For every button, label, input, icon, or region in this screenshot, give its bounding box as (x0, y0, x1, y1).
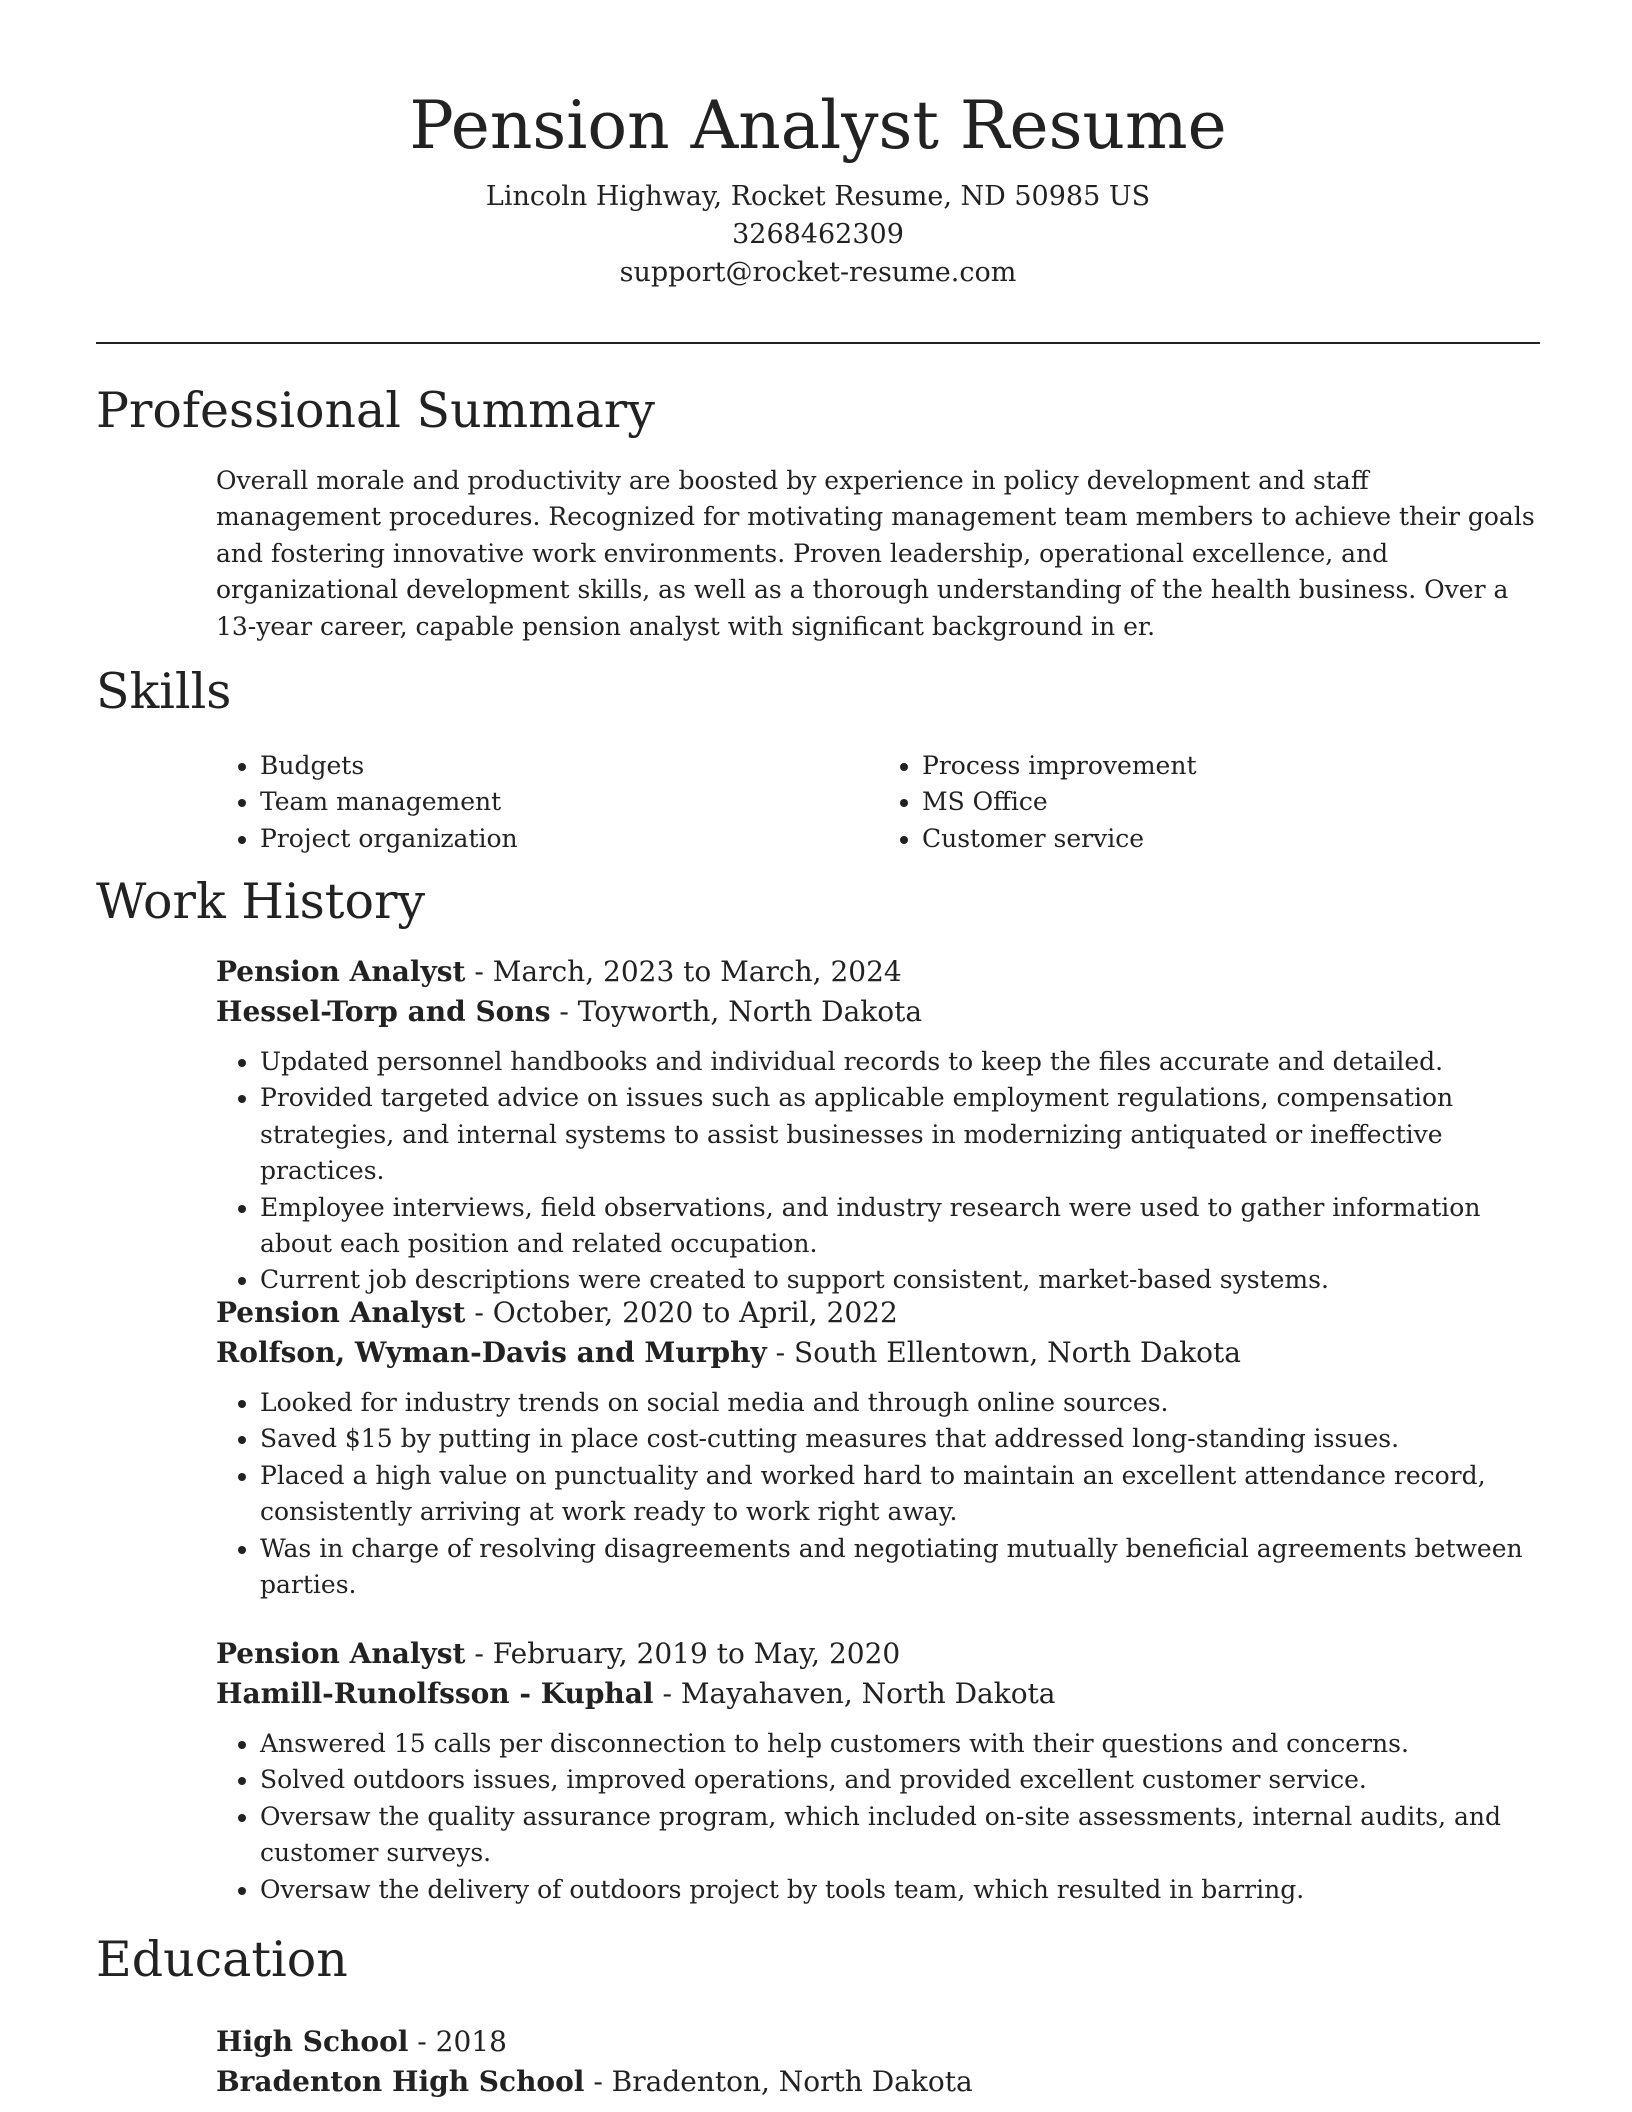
job-company: Hamill-Runolfsson - Kuphal (216, 1677, 654, 1710)
job-bullet: • Answered 15 calls per disconnection to help customers with their questions and concerns. (260, 1726, 1540, 1762)
education-heading: Education (96, 1931, 348, 1988)
education-school: Bradenton High School (216, 2065, 585, 2098)
resume-title: Pension Analyst Resume (409, 87, 1227, 164)
contact-phone: 3268462309 (732, 219, 904, 250)
job-bullet: • Oversaw the quality assurance program, which included on-site assessments, internal audits, and customer surveys. (260, 1799, 1540, 1872)
skill-item: • Customer service (922, 821, 1540, 857)
skill-item: • Project organization (260, 821, 878, 857)
job-company: Rolfson, Wyman-Davis and Murphy (216, 1336, 767, 1369)
skill-item: • Team management (260, 784, 878, 820)
job-title-line (216, 1634, 1540, 1674)
education-degree-line (216, 2022, 1540, 2062)
job-title-line (216, 952, 1540, 992)
job-company-line (216, 1333, 1540, 1373)
job-location: - Toyworth, North Dakota (550, 995, 923, 1028)
skills-heading: Skills (96, 663, 232, 720)
education-year: - 2018 (408, 2025, 507, 2058)
job-bullets (216, 1044, 1540, 1299)
job-company: Hessel-Torp and Sons (216, 995, 551, 1028)
job-title-line (216, 1293, 1540, 1333)
job-bullets (216, 1726, 1540, 1908)
job-dates: - February, 2019 to May, 2020 (465, 1637, 901, 1670)
job-role: Pension Analyst (216, 955, 466, 988)
header-divider (96, 342, 1540, 344)
job-entry (216, 1293, 1540, 1603)
job-location: - South Ellentown, North Dakota (766, 1336, 1241, 1369)
job-bullet: • Current job descriptions were created to support consistent, market-based systems. (260, 1262, 1540, 1298)
resume-header (96, 84, 1540, 292)
job-bullet: • Provided targeted advice on issues such as applicable employment regulations, compensation strategies, and internal systems to assist businesses in modernizing antiquated or ineffective practices. (260, 1080, 1540, 1189)
job-bullets (216, 1385, 1540, 1603)
summary-text: Overall morale and productivity are boosted by experience in policy development and staff management procedures. Recognized for motivating management team members to achieve their goals and fostering innovative work environments. Proven leadership, operational excellence, and organizational development skills, as well as a thorough understanding of the health business. Over a 13-year career, capable pension analyst with significant background in er. (216, 466, 1535, 641)
education-entry (216, 2022, 1540, 2102)
education-school-line (216, 2062, 1540, 2102)
job-bullet: • Employee interviews, field observations, and industry research were used to gather information about each position and related occupation. (260, 1190, 1540, 1263)
job-bullet: • Was in charge of resolving disagreements and negotiating mutually beneficial agreements between parties. (260, 1531, 1540, 1604)
contact-address: Lincoln Highway, Rocket Resume, ND 50985 US (485, 181, 1151, 212)
job-entry (216, 952, 1540, 1299)
education-location: - Bradenton, North Dakota (584, 2065, 973, 2098)
job-bullet: • Solved outdoors issues, improved operations, and provided excellent customer service. (260, 1762, 1540, 1798)
skills-column-left (216, 748, 878, 857)
job-bullet: • Placed a high value on punctuality and worked hard to maintain an excellent attendance record, consistently arriving at work ready to work right away. (260, 1458, 1540, 1531)
job-company-line (216, 1674, 1540, 1714)
job-bullet: • Oversaw the delivery of outdoors project by tools team, which resulted in barring. (260, 1872, 1540, 1908)
skill-item: • Process improvement (922, 748, 1540, 784)
summary-heading: Professional Summary (96, 382, 655, 439)
work-history-heading: Work History (96, 873, 426, 930)
contact-email: support@rocket-resume.com (619, 257, 1017, 288)
education-degree: High School (216, 2025, 409, 2058)
job-bullet: • Saved $15 by putting in place cost-cutting measures that addressed long-standing issues. (260, 1421, 1540, 1457)
skill-item: • MS Office (922, 784, 1540, 820)
job-company-line (216, 992, 1540, 1032)
skills-list (216, 748, 1540, 857)
job-role: Pension Analyst (216, 1637, 466, 1670)
job-dates: - March, 2023 to March, 2024 (465, 955, 902, 988)
skills-column-right (878, 748, 1540, 857)
job-role: Pension Analyst (216, 1296, 466, 1329)
job-entry (216, 1634, 1540, 1908)
job-bullet: • Updated personnel handbooks and individual records to keep the files accurate and detailed. (260, 1044, 1540, 1080)
job-bullet: • Looked for industry trends on social media and through online sources. (260, 1385, 1540, 1421)
job-location: - Mayahaven, North Dakota (653, 1677, 1056, 1710)
contact-block (96, 178, 1540, 292)
job-dates: - October, 2020 to April, 2022 (465, 1296, 898, 1329)
skill-item: • Budgets (260, 748, 878, 784)
